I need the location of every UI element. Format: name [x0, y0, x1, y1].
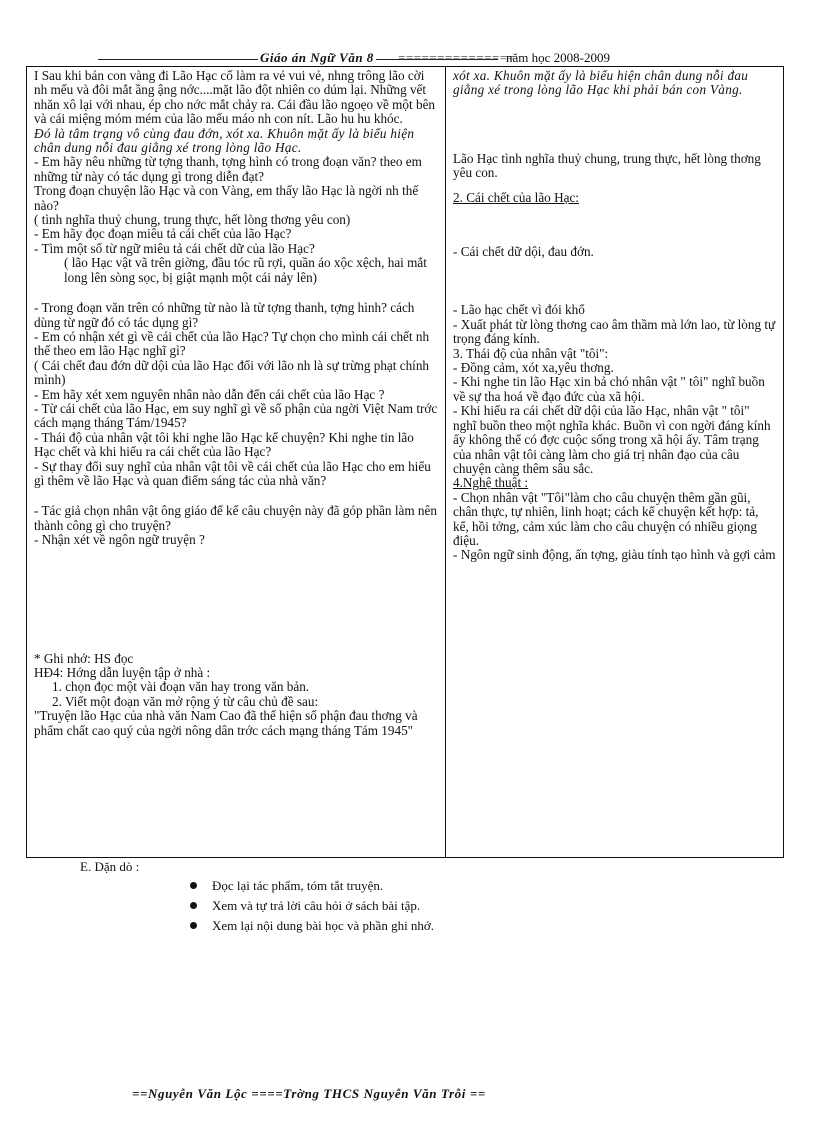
left-para: ( lão Hạc vật vã trên giờng, đầu tóc rũ rợi, quần áo xộc xệch, hai mắt long lên sòng sọc, bị giật mạnh một cái nảy lên)	[64, 255, 427, 285]
right-para: - Ngôn ngữ sinh động, ấn tợng, giàu tính tạo hình và gợi cảm	[453, 547, 776, 563]
left-para: ( tình nghĩa thuỷ chung, trung thực, hết lòng thơng yêu con)	[34, 212, 351, 228]
left-para: - Em có nhận xét gì về cái chết của lão Hạc? Tự chọn cho mình cái chết nh thế theo em lão Hạc nghĩ gì?	[34, 328, 430, 359]
section-e-heading: E. Dặn dò :	[80, 859, 140, 874]
task-text: Xem và tự trả lời câu hỏi ở sách bài tập.	[212, 898, 421, 913]
homework-heading	[80, 859, 139, 881]
left-para: - Thái độ của nhân vật tôi khi nghe lão Hạc kể chuyện? Khi nghe tin lão Hạc chết và khi hiểu ra cái chết của lão Hạc?	[34, 429, 414, 460]
right-para: - Xuất phát từ lòng thơng cao âm thầm mà lớn lao, từ lòng tự trọng đáng kính.	[453, 316, 776, 347]
header-title: Giáo án Ngữ Văn 8	[260, 50, 374, 65]
left-para: - Từ cái chết của lão Hạc, em suy nghĩ gì về số phận của ngời Việt Nam trớc cách mạng tháng Tám/1945?	[34, 400, 438, 431]
right-heading: 4.Nghệ thuật :	[453, 475, 529, 491]
left-para: HĐ4: Hớng dẫn luyện tập ở nhà :	[34, 665, 211, 680]
left-para: - Trong đoạn văn trên có những từ nào là từ tợng thanh, tợng hình? cách dùng từ ngữ đó có tác dụng gì?	[34, 300, 415, 330]
page-footer: ==Nguyễn Văn Lộc ====Trờng THCS Nguyễn Văn Trỗi ==	[132, 1086, 486, 1101]
left-para: I Sau khi bán con vàng đi Lão Hạc cố làm ra vẻ vui vẻ, nhng trông lão cời nh mếu và đôi mắt ầng ậng nớc....mặt lão đột nhiên co dúm lại. Những vết nhăn xô lại với nhau, ép cho nớc mắt chảy ra. Cái đầu lão ngoẹo về một bên và cái miệng móm mém của lão mếu máo nh con nít. Lão hu hu khóc.	[34, 68, 436, 127]
left-para: * Ghi nhớ: HS đọc	[34, 650, 134, 666]
task-text: Đọc lại tác phẩm, tóm tắt truyện.	[212, 878, 384, 893]
left-para: - Nhận xét về ngôn ngữ truyện ?	[34, 532, 205, 548]
right-para: - Cái chết dữ dội, đau đớn.	[453, 244, 594, 260]
right-heading: 2. Cái chết của lão Hạc:	[453, 189, 579, 205]
homework-list	[190, 876, 434, 936]
left-column	[27, 67, 446, 858]
right-para: - Khi hiểu ra cái chết dữ dội của lão Hạc, nhân vật " tôi" nghĩ buồn theo một nghĩa khác. Buồn vì con ngời đáng kính ấy không thể có đợc cuộc sống trong xã hội ấy. Tâm trạng của nhân vật tôi càng làm cho giá trị nhân đạo của câu chuyện càng thêm sâu sắc.	[453, 403, 771, 476]
left-para: - Em hãy đọc đoạn miêu tả cái chết của lão Hạc?	[34, 226, 292, 242]
bullet-icon	[190, 882, 197, 889]
left-para: - Sự thay đổi suy nghĩ của nhân vật tôi về cái chết của lão Hạc cho em hiểu gì thêm về lão Hạc và quan điểm sáng tác của nhà văn?	[34, 458, 431, 488]
left-para: 1. chọn đọc một vài đoạn văn hay trong văn bản.	[52, 679, 310, 695]
page-header	[98, 50, 658, 66]
right-para: - Khi nghe tin lão Hạc xin bả chó nhân vật " tôi" nghĩ buồn về sự tha hoá về đạo đức của xã hội.	[453, 374, 765, 404]
header-year: năm học 2008-2009	[506, 50, 610, 65]
right-para: - Đồng cảm, xót xa,yêu thơng.	[453, 360, 614, 376]
left-para: "Truyện lão Hạc của nhà văn Nam Cao đã thể hiện số phận đau thơng và phẩm chất cao quý của ngời nông dân trớc cách mạng tháng Tám 1945"	[34, 708, 418, 738]
right-para: Lão Hạc tình nghĩa thuỷ chung, trung thực, hết lòng thơng yêu con.	[453, 150, 761, 181]
header-deco: ===============	[398, 50, 516, 65]
left-para: Đó là tâm trạng vô cùng đau đớn, xót xa. Khuôn mặt ấy là biểu hiện chân dung nỗi đau giằng xé trong lòng lão Hạc.	[34, 125, 415, 156]
right-column	[446, 67, 784, 858]
list-item	[190, 876, 434, 896]
task-text: Xem lại nội dung bài học và phần ghi nhớ.	[212, 918, 435, 933]
left-para: 2. Viết một đoạn văn mở rộng ý từ câu chủ đề sau:	[52, 693, 319, 709]
list-item	[190, 896, 434, 916]
right-heading: 3. Thái độ của nhân vật "tôi":	[453, 345, 609, 361]
bullet-icon	[190, 922, 197, 929]
list-item	[190, 916, 434, 936]
right-para: xót xa. Khuôn mặt ấy là biểu hiện chân dung nỗi đau giằng xé trong lòng lão Hạc khi phải bán con Vàng.	[453, 68, 749, 98]
left-para: ( Cái chết đau đớn dữ dội của lão Hạc đối với lão nh là sự trừng phạt chính mình)	[34, 357, 430, 388]
bullet-icon	[190, 902, 197, 909]
left-para: Trong đoạn chuyện lão Hạc và con Vàng, em thấy lão Hạc là ngời nh thế nào?	[34, 183, 419, 213]
right-para: - Chọn nhân vật "Tôi"làm cho câu chuyện thêm gần gũi, chân thực, tự nhiên, linh hoạt; cách kể chuyện kết hợp: tả, kể, hồi tởng, cảm xúc làm cho câu chuyện có nhiều giọng điệu.	[453, 489, 759, 548]
left-para: - Em hãy xét xem nguyên nhân nào dẫn đến cái chết của lão Hạc ?	[34, 386, 385, 402]
lesson-table	[26, 66, 784, 858]
left-para: - Tìm một số từ ngữ miêu tả cái chết dữ của lão Hạc?	[34, 240, 315, 256]
left-para: - Tác giả chọn nhân vật ông giáo để kể câu chuyện này đã góp phần làm nên thành công gì cho truyện?	[34, 503, 437, 533]
left-para: - Em hãy nêu những từ tợng thanh, tợng hình có trong đoạn văn? theo em những từ này có tác dụng gì trong diễn đạt?	[34, 154, 422, 184]
right-para: - Lão hạc chết vì đói khổ	[453, 302, 585, 318]
